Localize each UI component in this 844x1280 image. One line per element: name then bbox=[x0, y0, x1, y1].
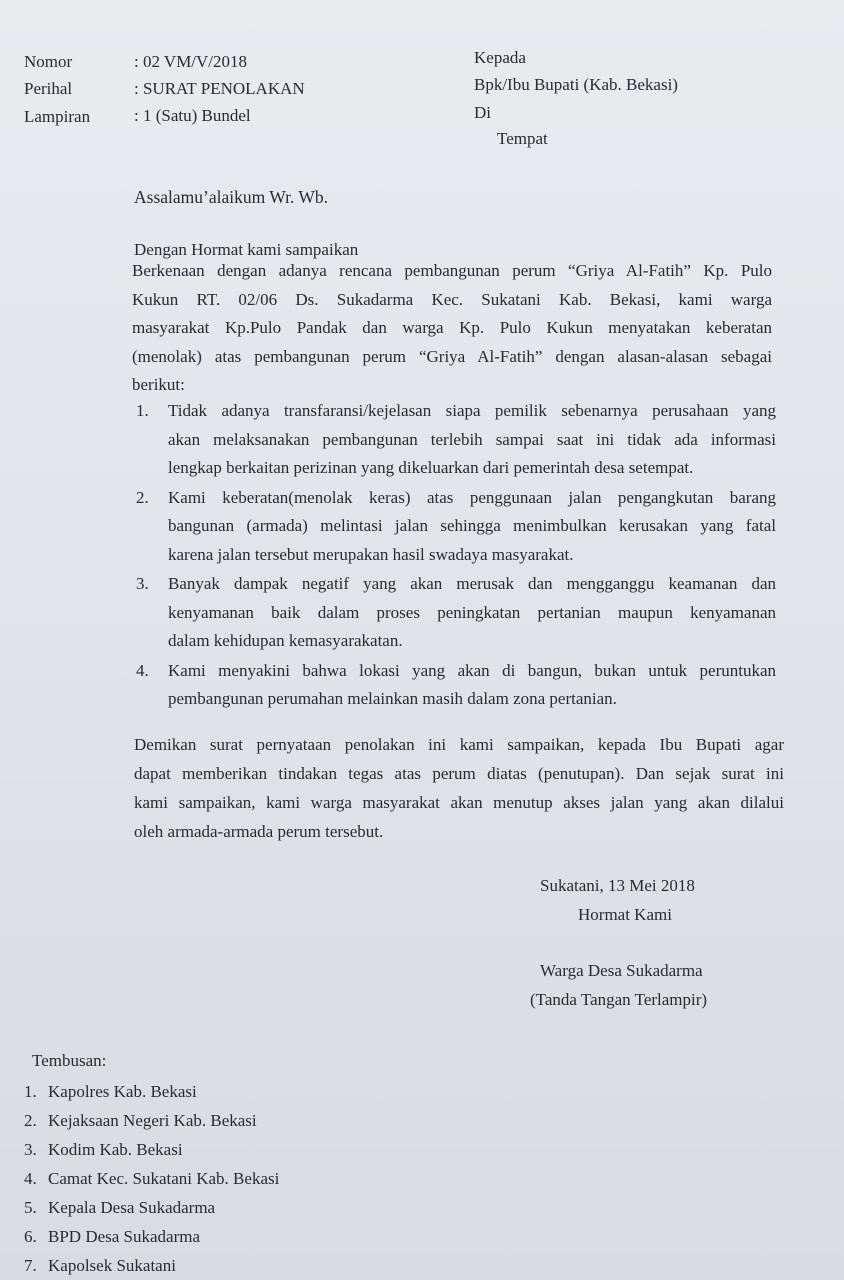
reason-item bbox=[136, 484, 776, 570]
intro-opening: Dengan Hormat kami sampaikan bbox=[134, 240, 359, 259]
intro-line: (menolak) atas pembangunan perum “Griya Al-Fatih” dengan alasan-alasan sebagai bbox=[132, 346, 772, 366]
lampiran-value: : 1 (Satu) Bundel bbox=[134, 106, 251, 125]
tempat-label: Tempat bbox=[497, 129, 548, 148]
reason-line: Kami keberatan(menolak keras) atas penggunaan jalan pengangkutan barang bbox=[168, 487, 776, 507]
reason-number: 1. bbox=[136, 401, 149, 420]
closing-line: dapat memberikan tindakan tegas atas perum diatas (penutupan). Dan sejak surat ini bbox=[134, 764, 784, 783]
intro-line: Kukun RT. 02/06 Ds. Sukadarma Kec. Sukatani Kab. Bekasi, kami warga bbox=[132, 289, 772, 309]
place-date: Sukatani, 13 Mei 2018 bbox=[540, 876, 695, 895]
reason-line: pembangunan perumahan melainkan masih dalam zona pertanian. bbox=[168, 689, 617, 708]
tembusan-item bbox=[24, 1135, 279, 1164]
reason-line: kenyamanan baik dalam proses peningkatan pertanian maupun kenyamanan bbox=[168, 602, 776, 622]
perihal-label: Perihal bbox=[24, 79, 73, 98]
salutation: Assalamu’alaikum Wr. Wb. bbox=[134, 187, 329, 207]
reason-number: 4. bbox=[136, 660, 149, 680]
lampiran-label: Lampiran bbox=[24, 107, 91, 126]
tembusan-text: Camat Kec. Sukatani Kab. Bekasi bbox=[48, 1169, 280, 1188]
kepada-label: Kepada bbox=[474, 48, 526, 67]
tembusan-number: 3. bbox=[24, 1140, 37, 1159]
reason-line: dalam kehidupan kemasyarakatan. bbox=[168, 631, 403, 650]
tembusan-item bbox=[24, 1164, 279, 1193]
reason-line: lengkap berkaitan perizinan yang dikeluarkan dari pemerintah desa setempat. bbox=[168, 458, 694, 477]
reasons-list bbox=[136, 397, 776, 715]
closing-line: oleh armada-armada perum tersebut. bbox=[134, 822, 384, 841]
reason-number: 2. bbox=[136, 487, 149, 507]
tembusan-list bbox=[24, 1077, 279, 1280]
tembusan-text: Kapolres Kab. Bekasi bbox=[48, 1082, 197, 1101]
sender: Warga Desa Sukadarma bbox=[540, 961, 703, 980]
closing-line: Demikan surat pernyataan penolakan ini kami sampaikan, kepada Ibu Bupati agar bbox=[134, 735, 784, 754]
di-label: Di bbox=[474, 103, 491, 122]
tembusan-number: 5. bbox=[24, 1198, 37, 1217]
reason-item bbox=[136, 397, 776, 483]
intro-paragraph bbox=[132, 257, 772, 400]
intro-line: Berkenaan dengan adanya rencana pembangunan perum “Griya Al-Fatih” Kp. Pulo bbox=[132, 261, 772, 280]
intro-line: masyarakat Kp.Pulo Pandak dan warga Kp. Pulo Kukun menyatakan keberatan bbox=[132, 318, 772, 337]
tembusan-title: Tembusan: bbox=[32, 1051, 107, 1070]
tembusan-text: BPD Desa Sukadarma bbox=[48, 1227, 201, 1246]
tembusan-text: Kapolsek Sukatani bbox=[48, 1256, 176, 1275]
nomor-label: Nomor bbox=[24, 52, 73, 71]
tembusan-item bbox=[24, 1193, 279, 1222]
reason-line: Banyak dampak negatif yang akan merusak dan mengganggu keamanan dan bbox=[168, 574, 776, 593]
reason-item bbox=[136, 657, 776, 714]
closing-line: kami sampaikan, kami warga masyarakat akan menutup akses jalan yang akan dilalui bbox=[134, 793, 784, 812]
reason-item bbox=[136, 570, 776, 656]
tembusan-number: 2. bbox=[24, 1111, 37, 1130]
reason-line: Tidak adanya transfaransi/kejelasan siapa pemilik sebenarnya perusahaan yang bbox=[168, 401, 776, 420]
tembusan-number: 4. bbox=[24, 1169, 37, 1188]
tembusan-text: Kepala Desa Sukadarma bbox=[48, 1198, 216, 1217]
closing-paragraph bbox=[134, 730, 784, 846]
tembusan-item bbox=[24, 1077, 279, 1106]
reason-line: akan melaksanakan pembangunan terlebih sampai saat ini tidak ada informasi bbox=[168, 429, 776, 449]
tembusan-item bbox=[24, 1222, 279, 1251]
intro-line: berikut: bbox=[132, 375, 185, 394]
nomor-value: : 02 VM/V/2018 bbox=[134, 52, 248, 71]
reason-line: karena jalan tersebut merupakan hasil swadaya masyarakat. bbox=[168, 544, 574, 564]
tembusan-item bbox=[24, 1106, 279, 1135]
reason-number: 3. bbox=[136, 574, 149, 593]
reason-line: bangunan (armada) melintasi jalan sehingga menimbulkan kerusakan yang fatal bbox=[168, 516, 776, 535]
perihal-value: : SURAT PENOLAKAN bbox=[134, 79, 305, 98]
signature-note: (Tanda Tangan Terlampir) bbox=[530, 990, 708, 1009]
recipient: Bpk/Ibu Bupati (Kab. Bekasi) bbox=[474, 75, 678, 94]
tembusan-number: 6. bbox=[24, 1227, 37, 1246]
tembusan-number: 1. bbox=[24, 1082, 37, 1101]
regards: Hormat Kami bbox=[578, 905, 672, 924]
tembusan-number: 7. bbox=[24, 1256, 37, 1275]
tembusan-text: Kejaksaan Negeri Kab. Bekasi bbox=[48, 1111, 257, 1130]
reason-line: Kami menyakini bahwa lokasi yang akan di bangun, bukan untuk peruntukan bbox=[168, 660, 776, 680]
tembusan-item bbox=[24, 1251, 279, 1280]
tembusan-text: Kodim Kab. Bekasi bbox=[48, 1140, 183, 1159]
